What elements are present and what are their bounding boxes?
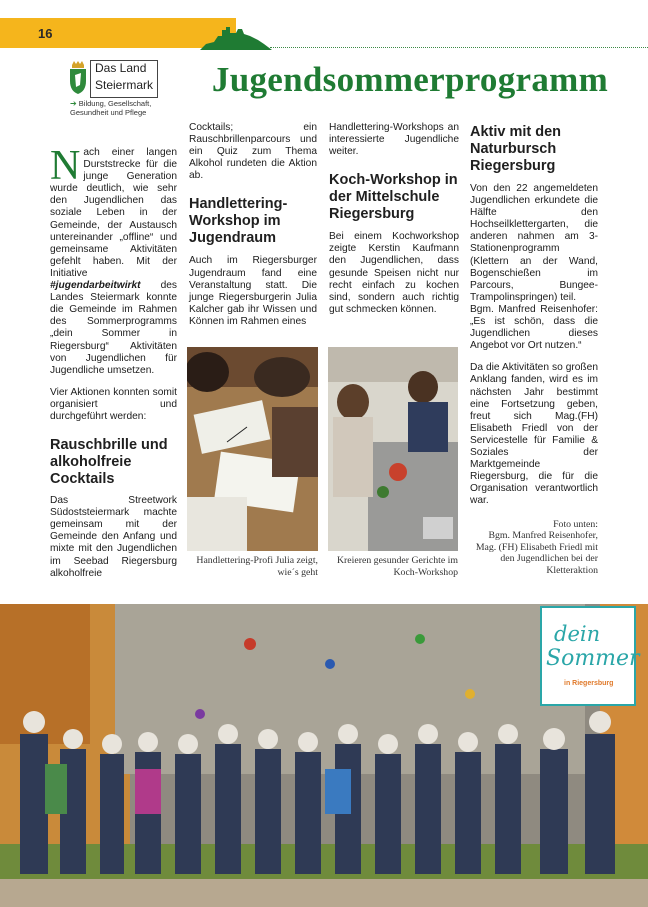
- paragraph: Das Streetwork Südoststeiermark machte gemeinsam mit der Gemeinde den Anfang und mixte mit den Jugendlichen im Seebad Riegersburg alkoholfreie: [50, 495, 177, 579]
- dein-sommer-badge: [540, 606, 640, 706]
- logo-text-line1: Das Land: [95, 61, 147, 75]
- paragraph: Handlettering-Workshops an interessierte Jugendliche weiter.: [329, 122, 459, 158]
- paragraph: Vier Aktionen konnten somit organisiert und durchgeführt werden:: [50, 386, 177, 422]
- photo-handlettering: [187, 347, 318, 551]
- paragraph: Da die Aktivitäten so großen Anklang fanden, wird es im nächsten Jahr bestimmt eine Fortsetzung geben, freut sich Mag.(FH) Elisabeth Friedl von der Servicestelle für Familie & Soziales der Marktgemeinde Riegersburg, die für die Organisation verantwortlich war.: [470, 362, 598, 507]
- photo-caption: Kreieren gesunder Gerichte im Koch-Workshop: [336, 555, 458, 578]
- intro-text-b: des Landes Steiermark konnte die Gemeinde im Rahmen des Sommerprogramms „dein Sommer in Riegersburg“ Aktivitäten von Jugendlichen für Jugendliche umsetzen.: [50, 280, 177, 376]
- castle-icon: [200, 24, 272, 50]
- paragraph: Cocktails; ein Rauschbrillenparcours und ein Quiz zum Thema Alkohol rundeten die Aktion ab.: [189, 122, 317, 182]
- photo-caption-label: Foto unten:: [553, 519, 598, 530]
- paragraph: Bei einem Kochworkshop zeigte Kerstin Kaufmann den Jugendlichen, dass gesunde Speisen nicht nur recht einfach zu kochen sind, sondern auch richtig gut schmecken können.: [329, 231, 459, 315]
- column-3: [329, 122, 459, 326]
- photo-koch-workshop: [328, 347, 458, 551]
- page-number: 16: [38, 26, 53, 41]
- intro-text-a: ach einer langen Durststrecke für die junge Generation wurde deutlich, wie sehr den Jugendlichen das soziale Leben in der Gemeinde, der Austausch untereinander „offline“ und gemeinsame Aktivitäten gefehlt haben. Mit der Initiative: [50, 147, 177, 279]
- column-1: [50, 143, 177, 590]
- column-2: [189, 122, 317, 338]
- badge-text-dein: dein: [554, 622, 601, 646]
- arrow-right-icon: ➔: [70, 99, 77, 108]
- paragraph: Bgm. Manfred Reisenhofer: „Es ist schön, dass die Jugendlichen dieses Angebot vor Ort nutzen.“: [470, 303, 598, 352]
- photo-caption: Handlettering-Profi Julia zeigt, wie´s geht: [196, 555, 318, 578]
- section-heading: Handlettering-Workshop im Jugendraum: [189, 196, 288, 247]
- header-divider: [270, 47, 648, 48]
- intro-paragraph: [50, 143, 177, 377]
- paragraph: Auch im Riegersburger Jugendraum fand eine Veranstaltung statt. Die junge Riegersburgerin Julia Kalcher gab ihr Wissen und Können im Rahmen eines: [189, 255, 317, 327]
- column-4: [470, 124, 598, 517]
- drop-cap: N: [50, 143, 81, 189]
- logo-subtitle: [70, 99, 170, 117]
- section-heading: Koch-Workshop in der Mittelschule Riegersburg: [329, 172, 458, 223]
- section-heading: Aktiv mit den Naturbursch Riegersburg: [470, 124, 562, 174]
- article-title: Jugendsommerprogramm: [211, 60, 609, 99]
- logo-subtitle-text: Bildung, Gesellschaft, Gesundheit und Pflege: [70, 99, 152, 117]
- logo-text-line2: Steiermark: [95, 78, 154, 92]
- section-heading: Rauschbrille und alkoholfreie Cocktails: [50, 437, 168, 488]
- badge-text-sommer: Sommer: [546, 646, 640, 671]
- badge-text-sub: in Riegersburg: [564, 680, 614, 687]
- photo-caption: Bgm. Manfred Reisenhofer, Mag. (FH) Elisabeth Friedl mit den Jugendlichen bei der Kletteraktion: [475, 530, 598, 576]
- coat-of-arms-icon: [68, 61, 88, 95]
- paragraph: Von den 22 angemeldeten Jugendlichen erkundete die Hälfte den Hochseilklettergarten, die anderen nahmen am 3-Stationenprogramm (Klettern an der Wand, Bogenschießen im Parcours, Bungee-Trampolinspringen) teil.: [470, 183, 598, 303]
- hashtag: #jugendarbeitwirkt: [50, 280, 141, 292]
